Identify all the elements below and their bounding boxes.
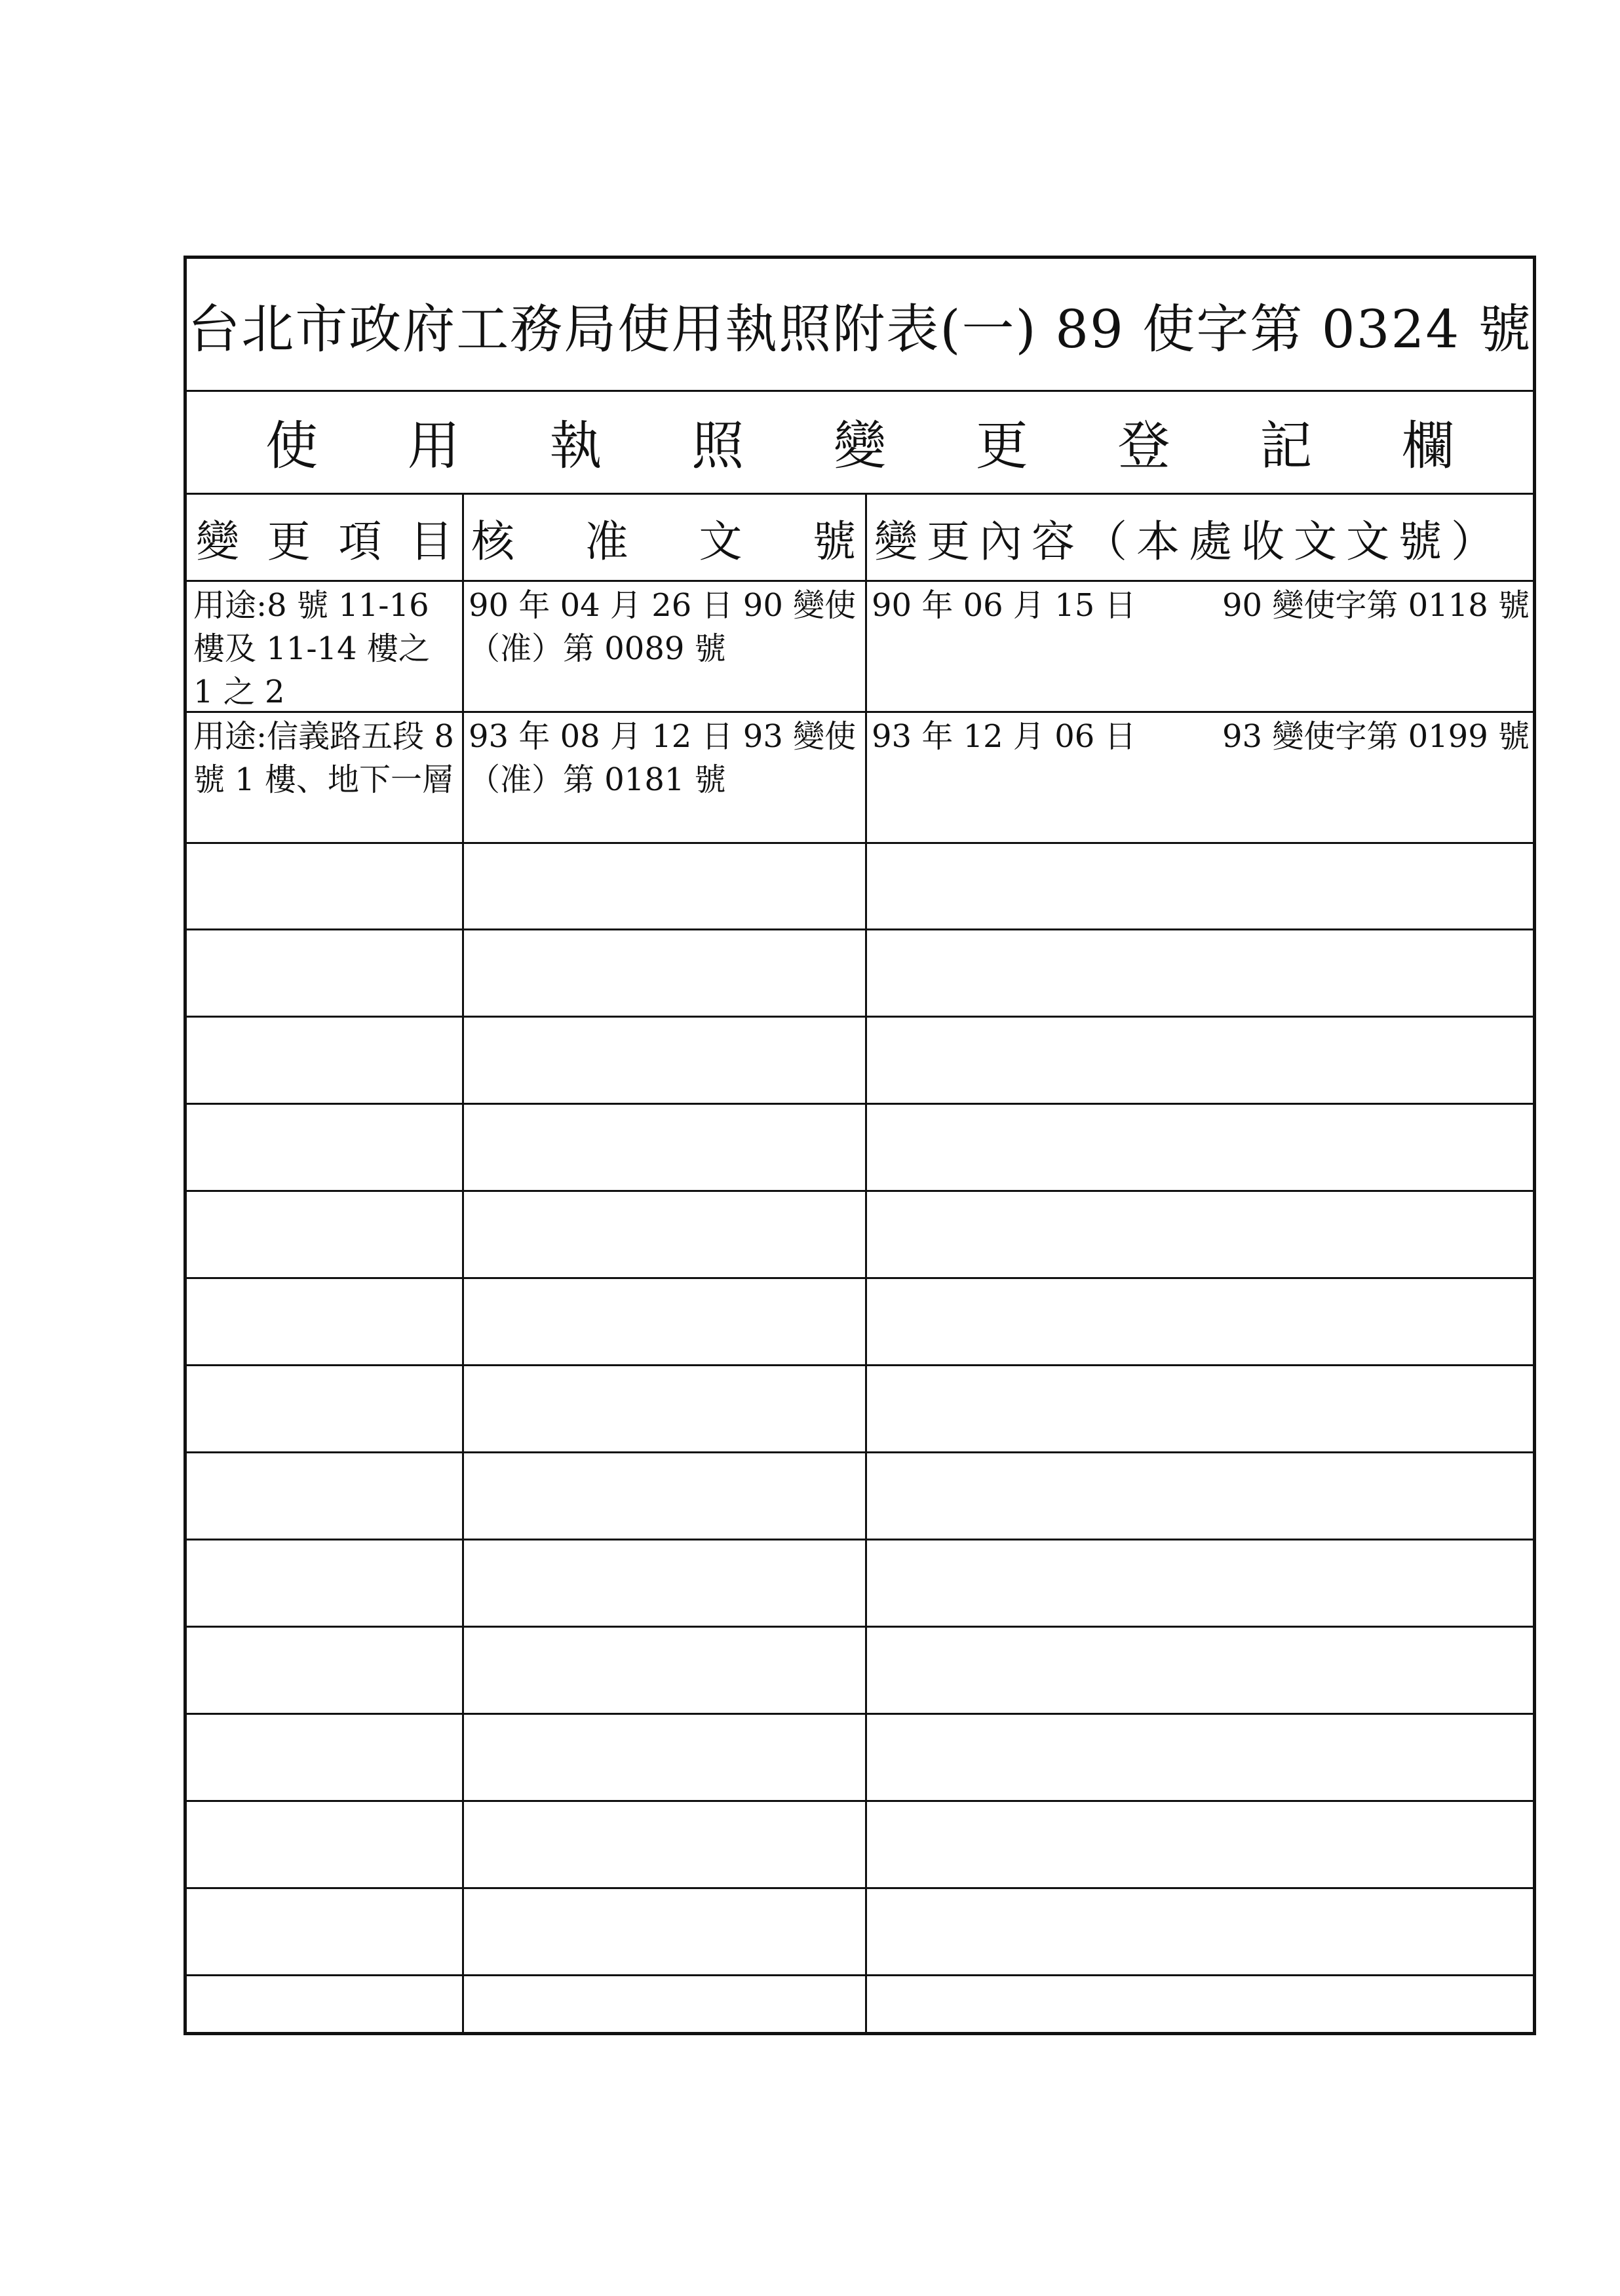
empty-table-row xyxy=(187,1451,1533,1453)
subtitle-char: 照 xyxy=(691,415,744,476)
empty-table-row xyxy=(187,1277,1533,1279)
approval-number-cell: 90 年 04 月 26 日 90 變使（准）第 0089 號 xyxy=(469,587,857,667)
header-char: 文 xyxy=(699,516,742,567)
header-char: 准 xyxy=(585,516,628,567)
change-content-cell xyxy=(865,711,1536,758)
change-register-table xyxy=(187,495,1533,2032)
change-reference: 90 變使字第 0118 號 xyxy=(1222,587,1530,624)
header-char: 核 xyxy=(471,516,514,567)
empty-table-row xyxy=(187,1364,1533,1366)
header-char: 變 xyxy=(196,516,239,567)
header-change-item xyxy=(187,495,462,580)
change-item-cell: 用途:8 號 11-16 樓及 11-14 樓之 1 之 2 xyxy=(193,587,430,710)
table-row xyxy=(187,711,1533,844)
empty-table-row xyxy=(187,1713,1533,1715)
header-char: 號 xyxy=(812,516,856,567)
subtitle-char: 使 xyxy=(265,415,318,476)
empty-table-row xyxy=(187,1539,1533,1540)
header-change-content xyxy=(865,495,1536,580)
empty-table-row xyxy=(187,1190,1533,1192)
empty-table-row xyxy=(187,1016,1533,1018)
subtitle-char: 登 xyxy=(1117,415,1170,476)
empty-table-row xyxy=(187,1626,1533,1628)
change-item-cell: 用途:信義路五段 8 號 1 樓、地下一層 xyxy=(193,718,454,798)
subtitle-char: 更 xyxy=(975,415,1028,476)
subtitle-char: 記 xyxy=(1260,415,1313,476)
change-date: 90 年 06 月 15 日 xyxy=(872,587,1136,624)
header-char: 項 xyxy=(338,516,382,567)
document-title: 台北市政府工務局使用執照附表(一) 89 使字第 0324 號 xyxy=(187,298,1532,360)
empty-table-row xyxy=(187,1103,1533,1105)
empty-table-row xyxy=(187,1887,1533,1889)
subtitle-char: 執 xyxy=(549,415,602,476)
subtitle-char: 變 xyxy=(834,415,886,476)
subtitle-char: 用 xyxy=(407,415,460,476)
header-char: 目 xyxy=(409,516,453,567)
change-content-cell xyxy=(865,580,1536,627)
subtitle-char: 欄 xyxy=(1402,415,1454,476)
change-reference: 93 變使字第 0199 號 xyxy=(1222,718,1530,755)
empty-table-row xyxy=(187,1974,1533,1976)
table-header-row xyxy=(187,495,1533,582)
header-text: 變更內容（本處收文文號） xyxy=(874,516,1503,567)
header-approval-number xyxy=(462,495,865,580)
title-row xyxy=(187,259,1533,392)
empty-table-row xyxy=(187,1800,1533,1802)
empty-table-row xyxy=(187,928,1533,930)
change-date: 93 年 12 月 06 日 xyxy=(872,718,1136,755)
approval-number-cell: 93 年 08 月 12 日 93 變使（准）第 0181 號 xyxy=(469,718,857,798)
table-row xyxy=(187,580,1533,713)
usage-permit-annex-form xyxy=(183,256,1536,2035)
header-char: 更 xyxy=(267,516,311,567)
subtitle-row xyxy=(187,390,1533,495)
